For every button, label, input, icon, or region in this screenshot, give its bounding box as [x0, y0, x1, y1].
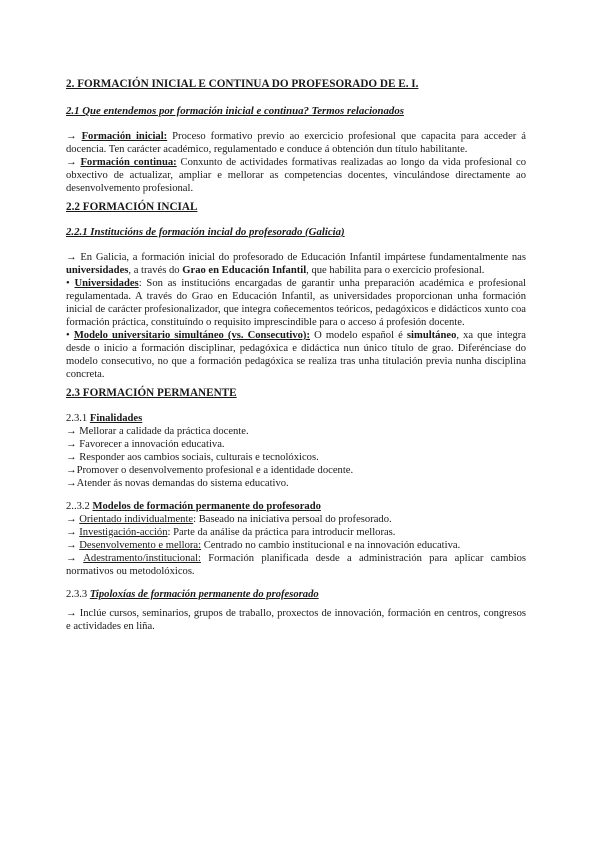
modelo-item	[66, 539, 526, 552]
text-run: , a través do	[128, 265, 183, 276]
modelo-item	[66, 526, 526, 539]
definition-formacion-inicial	[66, 130, 526, 156]
definition-text: Proceso formativo previo ao exercicio profesional que capacita para acceder á docencia. Ten carácter académico, regulamentado e conduce á obtención dun título habilitante.	[66, 131, 526, 155]
finalidades-title: Finalidades	[89, 413, 143, 424]
arrow-glyph: →	[66, 527, 80, 538]
modelo-text: : Baseado na iniciativa persoal do profesorado.	[193, 514, 392, 525]
finalidades-heading	[66, 412, 526, 425]
arrow-glyph: →	[66, 514, 80, 525]
modelo-term: Investigación-acción	[79, 527, 168, 538]
definition-text: Conxunto de actividades formativas realizadas ao longo da vida profesional co obxectivo de actualizar, ampliar e mellorar as competencias docentes, vinculándose directamente ao desenvolvemento profesional.	[66, 157, 526, 194]
modelo-text: : Parte da análise da práctica para introducir melloras.	[167, 527, 396, 538]
modelo-text: Centrado no cambio institucional e na innovación educativa.	[201, 540, 461, 551]
definition-formacion-continua	[66, 156, 526, 195]
modelo-term: Orientado individualmente	[79, 514, 194, 525]
term-universidades: Universidades	[74, 278, 139, 289]
galicia-paragraph	[66, 251, 526, 277]
text-run: O modelo español é	[309, 330, 407, 341]
tipoloxias-heading	[66, 588, 526, 601]
arrow-glyph: →	[66, 540, 80, 551]
modelos-heading	[66, 500, 526, 513]
section-2-1-heading: 2.1 Que entendemos por formación inicial e continua? Termos relacionados	[66, 105, 404, 117]
finalidade-item: → Favorecer a innovación educativa.	[66, 439, 225, 450]
section-2-2-1-heading: 2.2.1 Institucións de formación incial do profesorado (Galicia)	[66, 226, 345, 238]
term-formacion-inicial: Formación inicial:	[81, 131, 168, 142]
section-2-3-heading: 2.3 FORMACIÓN PERMANENTE	[66, 387, 237, 399]
modelo-term: Adestramento/institucional:	[83, 553, 201, 564]
bold-universidades: universidades	[66, 265, 129, 276]
term-modelo-simultaneo: Modelo universitario simultáneo (vs. Consecutivo):	[73, 330, 310, 341]
section-2-2-heading: 2.2 FORMACIÓN INCIAL	[66, 201, 198, 213]
tipoloxias-title: Tipoloxías de formación permanente do profesorado	[89, 589, 319, 600]
modelo-item	[66, 552, 526, 578]
bullet-glyph: •	[66, 278, 75, 289]
page-title: 2. FORMACIÓN INICIAL E CONTINUA DO PROFESORADO DE E. I.	[66, 78, 419, 90]
bullet-glyph: •	[66, 330, 74, 341]
modelos-title: Modelos de formación permanente do profesorado	[92, 501, 321, 512]
section-number: 2..3.2	[66, 501, 93, 512]
finalidade-item: →Atender ás novas demandas do sistema educativo.	[66, 478, 289, 489]
text-run: : Son as institucións encargadas de garantir unha preparación académica e profesional regulamentada. A través do Grao en Educación Infantil, as universidades proporcionan unha formación inicial de carácter profesionalizador, que integra coñecementos teóricos, pedagóxicos e didácticos xunto coa formación práctica, constituíndo o requisito imprescindible para o acceso á profesión docente.	[66, 278, 526, 328]
text-run: , que habilita para o exercicio profesional.	[306, 265, 485, 276]
modelo-paragraph	[66, 329, 526, 381]
finalidade-item: → Mellorar a calidade da práctica docente.	[66, 426, 249, 437]
modelo-term: Desenvolvemento e mellora:	[79, 540, 202, 551]
tipoloxias-paragraph: → Inclúe cursos, seminarios, grupos de traballo, proxectos de innovación, formación en centros, congresos e actividades en liña.	[66, 608, 526, 632]
finalidade-item: → Responder aos cambios sociais, culturais e tecnolóxicos.	[66, 452, 319, 463]
arrow-glyph: →	[66, 553, 84, 564]
arrow-glyph: →	[66, 131, 82, 142]
text-run: , xa que integra desde o inicio a formación disciplinar, pedagóxica e didáctica nun único título de grao. Diferénciase do modelo consecutivo, no que a formación pedagóxica se realiza tras unha titulación previa nunha disciplina concreta.	[66, 330, 526, 380]
bold-grao: Grao en Educación Infantil	[182, 265, 307, 276]
bold-simultaneo: simultáneo	[406, 330, 457, 341]
arrow-glyph: →	[66, 157, 81, 168]
section-number: 2.3.1	[66, 413, 90, 424]
document-page	[66, 78, 526, 633]
finalidade-item: →Promover o desenvolvemento profesional e a identidade docente.	[66, 465, 354, 476]
term-formacion-continua: Formación continua:	[80, 157, 177, 168]
modelo-item	[66, 513, 526, 526]
universidades-paragraph	[66, 277, 526, 329]
text-run: → En Galicia, a formación inicial do profesorado de Educación Infantil impártese fundamentalmente nas	[66, 252, 526, 263]
modelo-text: Formación planificada desde a administración para aplicar cambios normativos ou metodolóxicos.	[66, 553, 526, 577]
section-number: 2.3.3	[66, 589, 90, 600]
